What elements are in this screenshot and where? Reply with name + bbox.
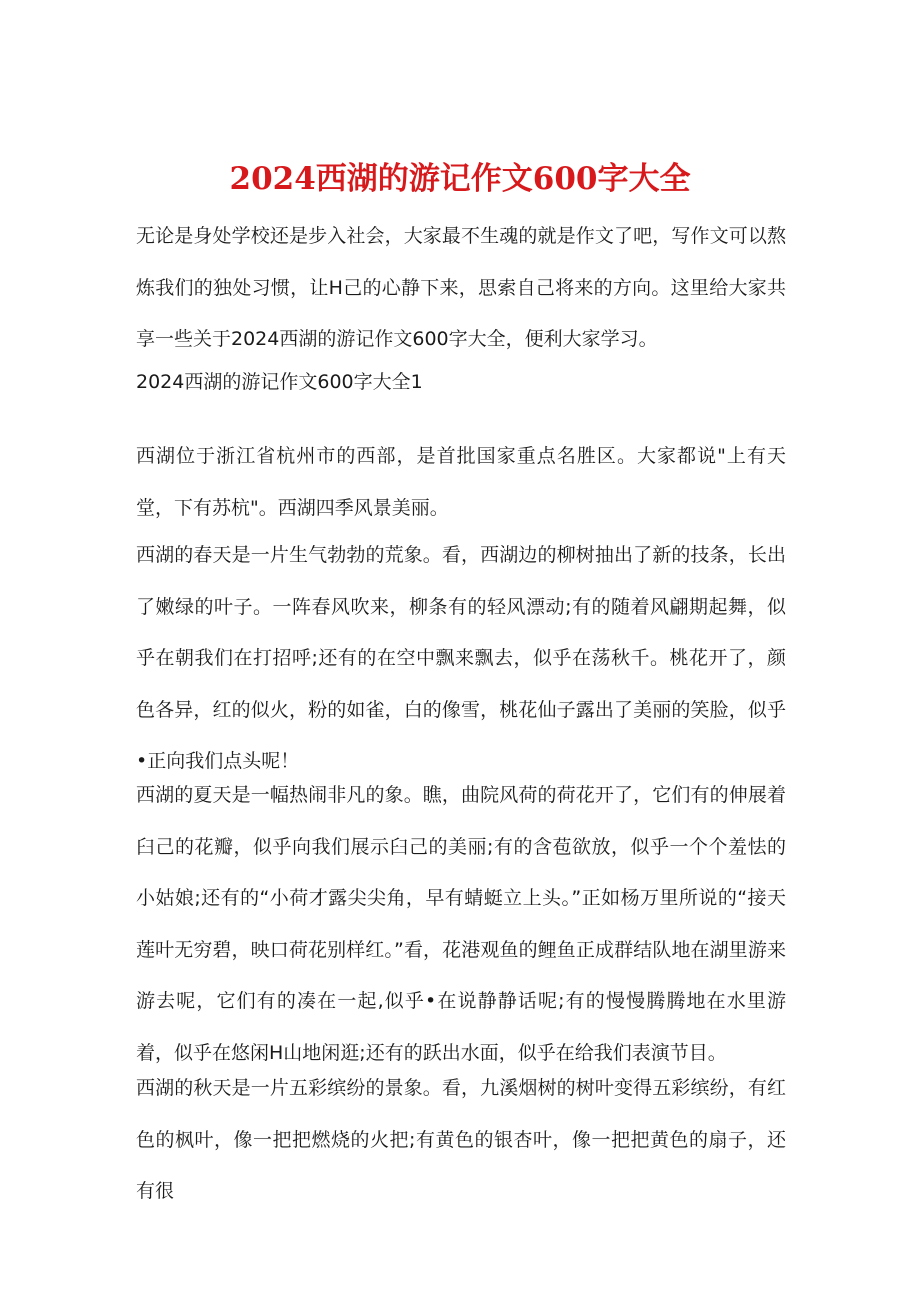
body-paragraph: 西湖的夏天是一幅热闹非凡的象。瞧，曲院风荷的荷花开了，它们有的伸展着臼己的花瓣，似乎向我们展示臼己的美丽;有的含苞欲放，似乎一个个羞怯的小姑娘;还有的“小荷才露尖尖角，早有蜻蜓立上头。”正如杨万里所说的“接天莲叶无穷碧，映口荷花别样红。”看，花港观鱼的鲤鱼正成群结队地在湖里游来游去呢，它们有的凑在一起,似乎•在说静静话呢;有的慢慢腾腾地在水里游着，似乎在悠闲H山地闲逛;还有的跃出水面，似乎在给我们表演节目。: [136, 784, 786, 1064]
section-heading: 2024西湖的游记作文600字大全1: [136, 371, 423, 393]
intro-paragraph: 无论是身处学校还是步入社会，大家最不生魂的就是作文了吧，写作文可以熬炼我们的独处习惯，让H己的心静下来，思索自己将来的方向。这里给大家共享一些关于2024西湖的游记作文600字大全，便利大家学习。: [136, 225, 786, 350]
body-paragraph: 西湖的春天是一片生气勃勃的荒象。看，西湖边的柳树抽出了新的技条，长出了嫩绿的叶子。一阵春风吹来，柳条有的轻风漂动;有的随着风翩期起舞，似乎在朝我们在打招呼;还有的在空中飘来飘去，似乎在荡秋千。桃花开了，颜色各异，红的似火，粉的如雀，白的像雪，桃花仙子露出了美丽的笑脸，似乎•正向我们点头呢！: [136, 544, 786, 772]
body-paragraph: 西湖的秋天是一片五彩缤纷的景象。看，九溪烟树的树叶变得五彩缤纷，有红色的枫叶，像一把把燃烧的火把;有黄色的银杏叶，像一把把黄色的扇子，还有很: [136, 1077, 786, 1202]
body-paragraph: 西湖位于浙江省杭州市的西部，是首批国家重点名胜区。大家都说"上有天堂，下有苏杭"。西湖四季风景美丽。: [136, 445, 786, 519]
document-title: 2024西湖的游记作文600字大全: [229, 160, 691, 197]
